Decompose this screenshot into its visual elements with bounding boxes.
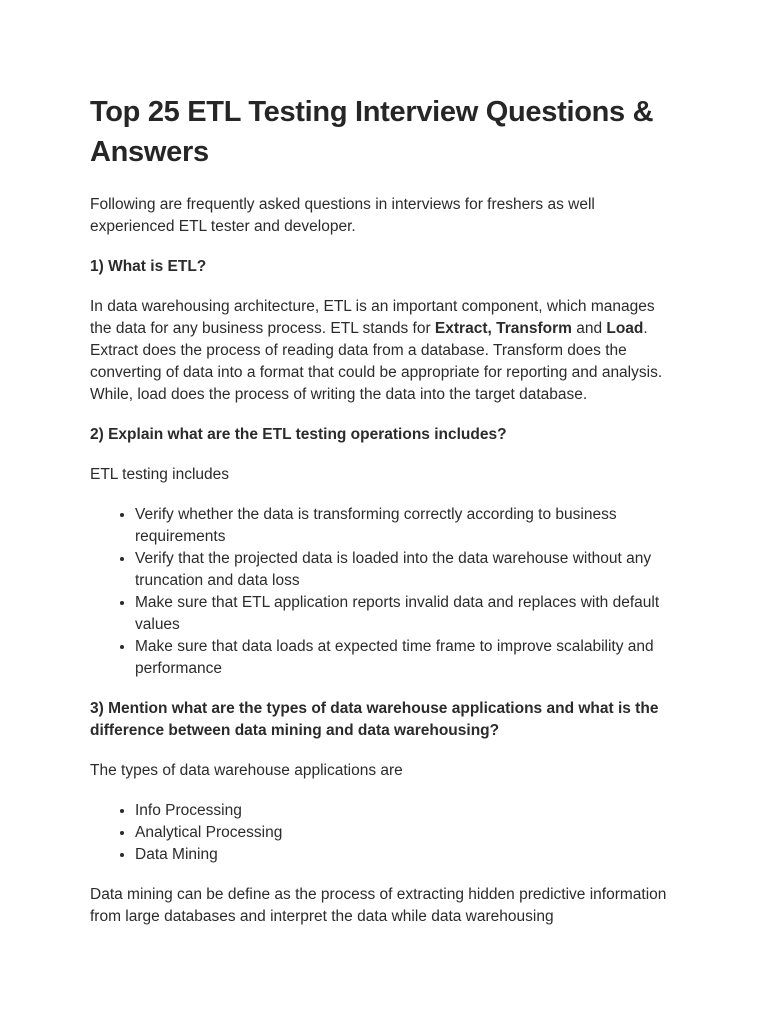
question-3: 3) Mention what are the types of data warehouse applications and what is the difference between data mining and data warehousing?: [90, 700, 659, 739]
etl-testing-list: [90, 504, 680, 680]
list-item: • Verify whether the data is transforming correctly according to business requirements: [135, 504, 680, 548]
list-item: • Make sure that ETL application reports invalid data and replaces with default values: [135, 592, 680, 636]
answer-1-bold-b: Load: [606, 320, 644, 337]
list-item: • Make sure that data loads at expected time frame to improve scalability and performance: [135, 636, 680, 680]
question-1: 1) What is ETL?: [90, 258, 207, 275]
list-item: • Verify that the projected data is loaded into the data warehouse without any truncation and data loss: [135, 548, 680, 592]
answer-3: Data mining can be define as the process of extracting hidden predictive information from large databases and interpret the data while data warehousing: [90, 886, 667, 925]
warehouse-app-types-list: [90, 800, 680, 866]
answer-3-lead: The types of data warehouse applications are: [90, 762, 403, 779]
question-2: 2) Explain what are the ETL testing operations includes?: [90, 426, 507, 443]
answer-1-text-a: In data warehousing architecture, ETL is an important component, which manages the data for any business process. ETL stands for: [90, 298, 655, 337]
answer-1-text-c: . Extract does the process of reading data from a database. Transform does the converting of data into a format that could be appropriate for reporting and analysis. While, load does the process of writing the data into the target database.: [90, 320, 663, 403]
answer-1-bold-a: Extract, Transform: [434, 320, 572, 337]
intro-paragraph: Following are frequently asked questions in interviews for freshers as well experienced ETL tester and developer.: [90, 196, 595, 235]
page-title: Top 25 ETL Testing Interview Questions & Answers: [90, 96, 654, 168]
list-item: • Info Processing: [135, 800, 680, 822]
answer-1-text-b: and: [571, 320, 607, 337]
list-item: • Data Mining: [135, 844, 680, 866]
answer-1: [90, 296, 680, 406]
answer-2-lead: ETL testing includes: [90, 466, 230, 483]
list-item: • Analytical Processing: [135, 822, 680, 844]
